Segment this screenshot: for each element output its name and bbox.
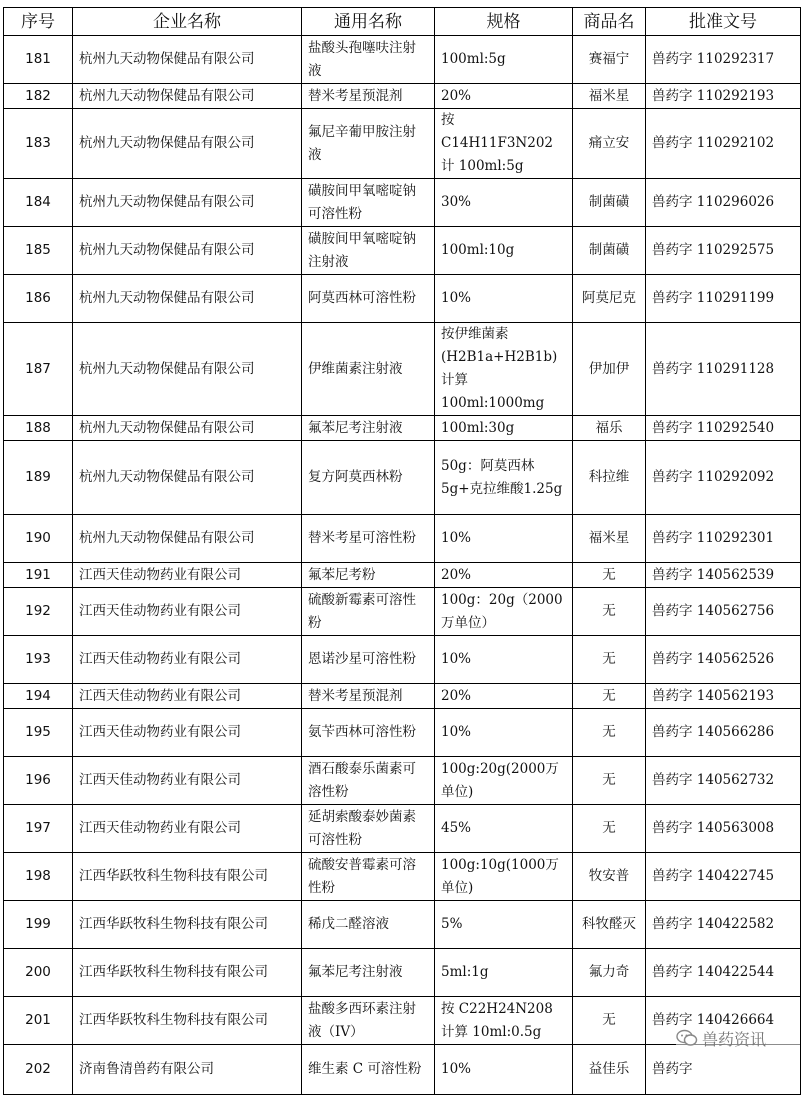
cell-approval-number: 兽药字 140422582 bbox=[646, 901, 801, 949]
cell-approval-number: 兽药字 140562539 bbox=[646, 563, 801, 588]
table-row bbox=[4, 515, 801, 563]
cell-no: 184 bbox=[4, 179, 73, 227]
cell-no: 200 bbox=[4, 949, 73, 997]
cell-trade-name: 伊加伊 bbox=[573, 323, 646, 416]
cell-company: 杭州九天动物保健品有限公司 bbox=[73, 515, 302, 563]
header-no: 序号 bbox=[4, 8, 73, 36]
cell-no: 190 bbox=[4, 515, 73, 563]
cell-company: 江西天佳动物药业有限公司 bbox=[73, 805, 302, 853]
approval-table bbox=[3, 7, 801, 1095]
watermark bbox=[676, 1028, 800, 1048]
cell-trade-name: 科牧醛灭 bbox=[573, 901, 646, 949]
cell-generic-name: 氟苯尼考注射液 bbox=[302, 949, 435, 997]
cell-trade-name: 牧安普 bbox=[573, 853, 646, 901]
cell-no: 197 bbox=[4, 805, 73, 853]
table-row bbox=[4, 84, 801, 109]
cell-trade-name: 无 bbox=[573, 709, 646, 757]
cell-company: 江西华跃牧科生物科技有限公司 bbox=[73, 853, 302, 901]
cell-no: 186 bbox=[4, 275, 73, 323]
table-row bbox=[4, 275, 801, 323]
table-row bbox=[4, 563, 801, 588]
cell-spec: 20% bbox=[435, 684, 573, 709]
cell-generic-name: 氟苯尼考粉 bbox=[302, 563, 435, 588]
cell-approval-number: 兽药字 140562732 bbox=[646, 757, 801, 805]
cell-spec: 100ml:5g bbox=[435, 36, 573, 84]
cell-trade-name: 无 bbox=[573, 997, 646, 1045]
cell-trade-name: 科拉维 bbox=[573, 441, 646, 515]
table-header bbox=[4, 8, 801, 36]
cell-spec: 5ml:1g bbox=[435, 949, 573, 997]
cell-spec: 按伊维菌素(H2B1a+H2B1b)计算 100ml:1000mg bbox=[435, 323, 573, 416]
cell-approval-number: 兽药字 110292102 bbox=[646, 109, 801, 179]
cell-trade-name: 无 bbox=[573, 636, 646, 684]
cell-generic-name: 维生素 C 可溶性粉 bbox=[302, 1045, 435, 1095]
cell-company: 杭州九天动物保健品有限公司 bbox=[73, 109, 302, 179]
header-generic-name: 通用名称 bbox=[302, 8, 435, 36]
cell-spec: 10% bbox=[435, 1045, 573, 1095]
cell-approval-number: 兽药字 140562756 bbox=[646, 588, 801, 636]
cell-trade-name: 无 bbox=[573, 563, 646, 588]
cell-approval-number: 兽药字 bbox=[646, 1045, 801, 1095]
table-row bbox=[4, 441, 801, 515]
table-row bbox=[4, 36, 801, 84]
cell-no: 189 bbox=[4, 441, 73, 515]
cell-approval-number: 兽药字 140562526 bbox=[646, 636, 801, 684]
cell-approval-number: 兽药字 140562193 bbox=[646, 684, 801, 709]
cell-trade-name: 无 bbox=[573, 684, 646, 709]
cell-trade-name: 无 bbox=[573, 805, 646, 853]
cell-approval-number: 兽药字 140426664 bbox=[646, 997, 801, 1045]
cell-trade-name: 制菌磺 bbox=[573, 179, 646, 227]
table-row bbox=[4, 416, 801, 441]
table-row bbox=[4, 709, 801, 757]
cell-company: 江西天佳动物药业有限公司 bbox=[73, 636, 302, 684]
wechat-icon bbox=[676, 1029, 698, 1047]
cell-generic-name: 盐酸多西环素注射液（IV） bbox=[302, 997, 435, 1045]
cell-approval-number: 兽药字 140566286 bbox=[646, 709, 801, 757]
cell-trade-name: 福米星 bbox=[573, 515, 646, 563]
cell-company: 杭州九天动物保健品有限公司 bbox=[73, 84, 302, 109]
cell-generic-name: 复方阿莫西林粉 bbox=[302, 441, 435, 515]
table-row bbox=[4, 588, 801, 636]
cell-spec: 100g:10g(1000万单位) bbox=[435, 853, 573, 901]
cell-generic-name: 氟尼辛葡甲胺注射液 bbox=[302, 109, 435, 179]
cell-approval-number: 兽药字 110292540 bbox=[646, 416, 801, 441]
cell-trade-name: 痛立安 bbox=[573, 109, 646, 179]
table-row bbox=[4, 109, 801, 179]
watermark-text: 兽药资讯 bbox=[702, 1029, 767, 1049]
cell-approval-number: 兽药字 140422544 bbox=[646, 949, 801, 997]
cell-approval-number: 兽药字 140422745 bbox=[646, 853, 801, 901]
cell-approval-number: 兽药字 110291199 bbox=[646, 275, 801, 323]
table-row bbox=[4, 949, 801, 997]
cell-generic-name: 硫酸安普霉素可溶性粉 bbox=[302, 853, 435, 901]
cell-spec: 50g：阿莫西林5g+克拉维酸1.25g bbox=[435, 441, 573, 515]
cell-trade-name: 制菌磺 bbox=[573, 227, 646, 275]
cell-no: 198 bbox=[4, 853, 73, 901]
cell-company: 济南鲁清兽药有限公司 bbox=[73, 1045, 302, 1095]
cell-generic-name: 延胡索酸泰妙菌素可溶性粉 bbox=[302, 805, 435, 853]
cell-no: 192 bbox=[4, 588, 73, 636]
cell-spec: 10% bbox=[435, 636, 573, 684]
cell-generic-name: 硫酸新霉素可溶性粉 bbox=[302, 588, 435, 636]
cell-spec: 20% bbox=[435, 563, 573, 588]
table-row bbox=[4, 323, 801, 416]
cell-company: 杭州九天动物保健品有限公司 bbox=[73, 36, 302, 84]
cell-company: 江西华跃牧科生物科技有限公司 bbox=[73, 949, 302, 997]
cell-approval-number: 兽药字 140563008 bbox=[646, 805, 801, 853]
cell-trade-name: 无 bbox=[573, 757, 646, 805]
cell-company: 江西天佳动物药业有限公司 bbox=[73, 588, 302, 636]
cell-generic-name: 替米考星预混剂 bbox=[302, 84, 435, 109]
cell-generic-name: 氟苯尼考注射液 bbox=[302, 416, 435, 441]
cell-trade-name: 阿莫尼克 bbox=[573, 275, 646, 323]
cell-trade-name: 赛福宁 bbox=[573, 36, 646, 84]
header-row bbox=[4, 8, 801, 36]
cell-approval-number: 兽药字 110292193 bbox=[646, 84, 801, 109]
cell-spec: 20% bbox=[435, 84, 573, 109]
table-row bbox=[4, 757, 801, 805]
cell-generic-name: 磺胺间甲氧嘧啶钠可溶性粉 bbox=[302, 179, 435, 227]
cell-trade-name: 氟力奇 bbox=[573, 949, 646, 997]
cell-spec: 10% bbox=[435, 275, 573, 323]
cell-no: 188 bbox=[4, 416, 73, 441]
cell-company: 江西天佳动物药业有限公司 bbox=[73, 684, 302, 709]
cell-no: 193 bbox=[4, 636, 73, 684]
cell-spec: 100g：20g（2000万单位） bbox=[435, 588, 573, 636]
cell-spec: 100ml:10g bbox=[435, 227, 573, 275]
cell-spec: 10% bbox=[435, 709, 573, 757]
cell-trade-name: 益佳乐 bbox=[573, 1045, 646, 1095]
header-trade-name: 商品名 bbox=[573, 8, 646, 36]
table-body bbox=[4, 36, 801, 1095]
cell-company: 杭州九天动物保健品有限公司 bbox=[73, 275, 302, 323]
cell-trade-name: 福乐 bbox=[573, 416, 646, 441]
cell-company: 杭州九天动物保健品有限公司 bbox=[73, 179, 302, 227]
cell-spec: 45% bbox=[435, 805, 573, 853]
cell-generic-name: 磺胺间甲氧嘧啶钠注射液 bbox=[302, 227, 435, 275]
cell-no: 202 bbox=[4, 1045, 73, 1095]
header-approval-number: 批准文号 bbox=[646, 8, 801, 36]
cell-company: 江西华跃牧科生物科技有限公司 bbox=[73, 901, 302, 949]
cell-trade-name: 福米星 bbox=[573, 84, 646, 109]
cell-approval-number: 兽药字 110296026 bbox=[646, 179, 801, 227]
cell-no: 185 bbox=[4, 227, 73, 275]
cell-no: 182 bbox=[4, 84, 73, 109]
table-row bbox=[4, 179, 801, 227]
cell-generic-name: 替米考星预混剂 bbox=[302, 684, 435, 709]
cell-no: 201 bbox=[4, 997, 73, 1045]
table-row bbox=[4, 805, 801, 853]
cell-generic-name: 盐酸头孢噻呋注射液 bbox=[302, 36, 435, 84]
cell-spec: 5% bbox=[435, 901, 573, 949]
cell-company: 江西天佳动物药业有限公司 bbox=[73, 563, 302, 588]
cell-generic-name: 阿莫西林可溶性粉 bbox=[302, 275, 435, 323]
cell-no: 196 bbox=[4, 757, 73, 805]
table-row bbox=[4, 636, 801, 684]
cell-generic-name: 替米考星可溶性粉 bbox=[302, 515, 435, 563]
cell-company: 江西华跃牧科生物科技有限公司 bbox=[73, 997, 302, 1045]
cell-company: 杭州九天动物保健品有限公司 bbox=[73, 323, 302, 416]
cell-spec: 按 C22H24N208 计算 10ml:0.5g bbox=[435, 997, 573, 1045]
cell-approval-number: 兽药字 110291128 bbox=[646, 323, 801, 416]
cell-company: 江西天佳动物药业有限公司 bbox=[73, 709, 302, 757]
cell-no: 194 bbox=[4, 684, 73, 709]
cell-spec: 10% bbox=[435, 515, 573, 563]
header-company: 企业名称 bbox=[73, 8, 302, 36]
cell-no: 199 bbox=[4, 901, 73, 949]
cell-generic-name: 酒石酸泰乐菌素可溶性粉 bbox=[302, 757, 435, 805]
table-row bbox=[4, 901, 801, 949]
table-row bbox=[4, 684, 801, 709]
cell-approval-number: 兽药字 110292301 bbox=[646, 515, 801, 563]
cell-approval-number: 兽药字 110292092 bbox=[646, 441, 801, 515]
cell-generic-name: 氨苄西林可溶性粉 bbox=[302, 709, 435, 757]
cell-no: 191 bbox=[4, 563, 73, 588]
cell-no: 195 bbox=[4, 709, 73, 757]
cell-approval-number: 兽药字 110292575 bbox=[646, 227, 801, 275]
table-row bbox=[4, 853, 801, 901]
cell-no: 187 bbox=[4, 323, 73, 416]
cell-company: 杭州九天动物保健品有限公司 bbox=[73, 441, 302, 515]
cell-generic-name: 伊维菌素注射液 bbox=[302, 323, 435, 416]
cell-spec: 100g:20g(2000万单位) bbox=[435, 757, 573, 805]
cell-generic-name: 恩诺沙星可溶性粉 bbox=[302, 636, 435, 684]
cell-approval-number: 兽药字 110292317 bbox=[646, 36, 801, 84]
cell-company: 杭州九天动物保健品有限公司 bbox=[73, 416, 302, 441]
table-row bbox=[4, 1045, 801, 1095]
header-spec: 规格 bbox=[435, 8, 573, 36]
cell-spec: 100ml:30g bbox=[435, 416, 573, 441]
cell-no: 181 bbox=[4, 36, 73, 84]
cell-trade-name: 无 bbox=[573, 588, 646, 636]
cell-spec: 按 C14H11F3N202 计 100ml:5g bbox=[435, 109, 573, 179]
table-row bbox=[4, 227, 801, 275]
cell-generic-name: 稀戊二醛溶液 bbox=[302, 901, 435, 949]
cell-company: 江西天佳动物药业有限公司 bbox=[73, 757, 302, 805]
cell-spec: 30% bbox=[435, 179, 573, 227]
cell-company: 杭州九天动物保健品有限公司 bbox=[73, 227, 302, 275]
cell-no: 183 bbox=[4, 109, 73, 179]
